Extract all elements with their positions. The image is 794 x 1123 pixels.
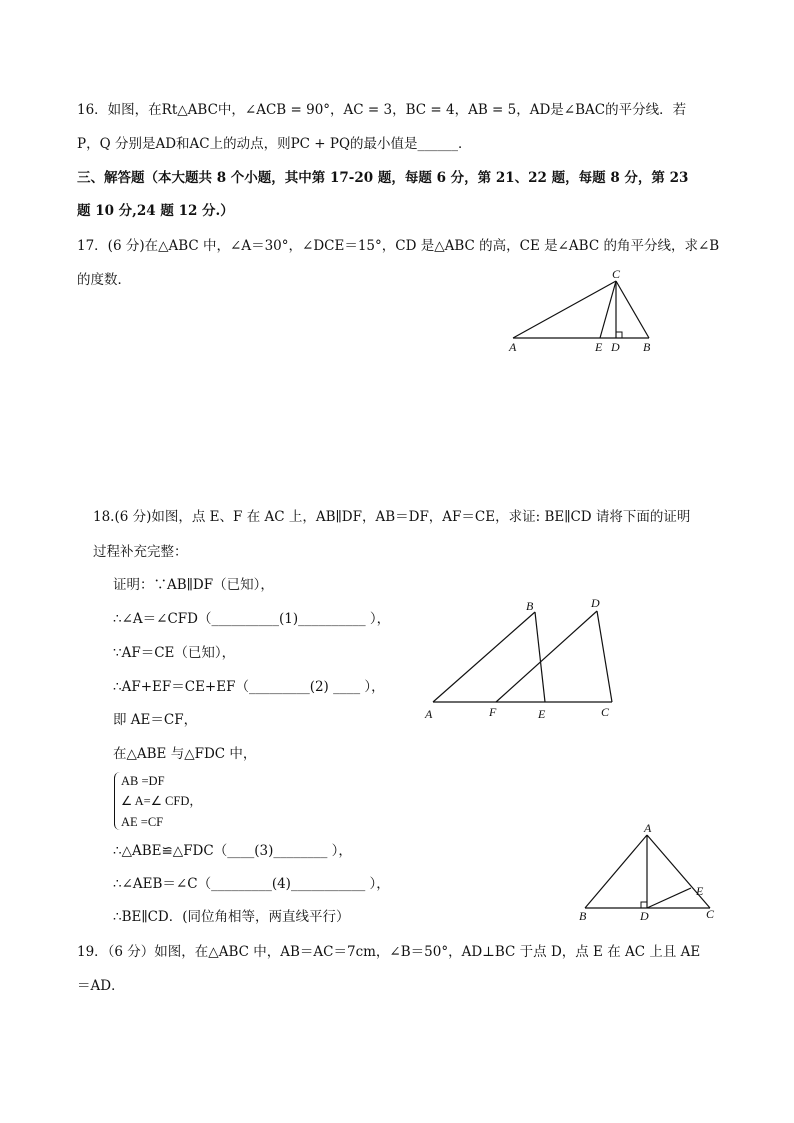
q17-label-d: D <box>611 340 620 354</box>
section-heading-line1: 三、解答题（本大题共 8 个小题，其中第 17-20 题，每题 6 分，第 21、22 题，每题 8 分，第 23 <box>77 170 689 186</box>
q19-label-e: E <box>696 884 704 898</box>
q17-label-a: A <box>509 340 517 354</box>
q18-system-eq-3: AE =CF <box>121 815 164 829</box>
q17-segment-ac <box>513 281 616 338</box>
q17-line2: 的度数． <box>77 272 131 288</box>
q18-proof-step-7: ∴△ABE≌△FDC（____(3)________ ）， <box>113 843 352 859</box>
q18-system-brace <box>114 772 121 830</box>
q19-label-a: A <box>644 821 652 835</box>
q19-label-b: B <box>579 909 587 923</box>
q18-label-c: C <box>601 705 610 719</box>
q17-label-c: C <box>612 267 621 281</box>
q18-label-d: D <box>591 596 600 610</box>
q18-proof-step-9: ∴BE∥CD．(同位角相等，两直线平行） <box>113 909 350 925</box>
q19-line1: 19．（6 分）如图，在△ABC 中，AB＝AC＝7cm，∠B＝50°，AD⊥BC 于点 D，点 E 在 AC 上且 AE <box>77 944 701 960</box>
q19-line2: ＝AD． <box>77 978 125 994</box>
q16-line1: 16．如图，在Rt△ABC中，∠ACB = 90°，AC = 3，BC = 4，AB = 5，AD是∠BAC的平分线．若 <box>77 102 687 118</box>
q17-label-b: B <box>643 340 651 354</box>
q18-segment-fd <box>496 611 597 702</box>
q18-segment-ab <box>433 612 535 702</box>
q18-label-b: B <box>526 599 534 613</box>
q18-line1: 18.(6 分)如图，点 E、F 在 AC 上，AB∥DF，AB＝DF，AF＝CE，求证: BE∥CD 请将下面的证明 <box>93 509 691 525</box>
q17-segment-bc <box>616 281 649 338</box>
q17-right-angle-mark <box>616 332 622 338</box>
q19-figure <box>570 815 730 930</box>
q18-segment-be <box>535 612 545 702</box>
q18-system-eq-1: AB =DF <box>121 774 165 788</box>
q19-label-c: C <box>706 907 715 921</box>
q18-label-a: A <box>425 707 433 721</box>
q18-proof-step-2: ∴∠A＝∠CFD（__________(1)__________ ）， <box>113 611 391 627</box>
q18-label-e: E <box>538 707 546 721</box>
q18-figure <box>420 590 640 725</box>
q18-system-eq-2: ∠ A=∠ CFD， <box>121 794 202 808</box>
q17-line1: 17．(6 分)在△ABC 中，∠A＝30°，∠DCE＝15°，CD 是△ABC 的高，CE 是∠ABC 的角平分线，求∠B <box>77 238 720 254</box>
q18-proof-step-3: ∵AF＝CE（已知）， <box>113 645 236 661</box>
section-heading-line2: 题 10 分,24 题 12 分.） <box>77 203 234 219</box>
q19-right-angle-mark <box>641 902 647 908</box>
q17-figure <box>500 265 670 360</box>
q17-segment-ce <box>600 281 616 338</box>
q18-label-f: F <box>489 705 497 719</box>
q19-segment-de <box>647 888 691 908</box>
q18-proof-step-1: 证明：∵AB∥DF（已知）， <box>113 577 274 593</box>
q19-label-d: D <box>640 909 649 923</box>
q18-proof-step-8: ∴∠AEB＝∠C（_________(4)___________ ）， <box>113 876 390 892</box>
q18-proof-step-6: 在△ABE 与△FDC 中， <box>113 746 257 762</box>
q17-label-e: E <box>595 340 603 354</box>
q18-line2: 过程补充完整： <box>93 544 188 560</box>
q18-proof-step-4: ∴AF+EF＝CE+EF（_________(2) ____ ）， <box>113 679 385 695</box>
q18-segment-dc <box>597 611 612 702</box>
q16-line2: P，Q 分别是AD和AC上的动点，则PC + PQ的最小值是______． <box>77 136 472 152</box>
q18-proof-step-5: 即 AE＝CF， <box>113 712 198 728</box>
q19-segment-ab <box>585 835 647 908</box>
